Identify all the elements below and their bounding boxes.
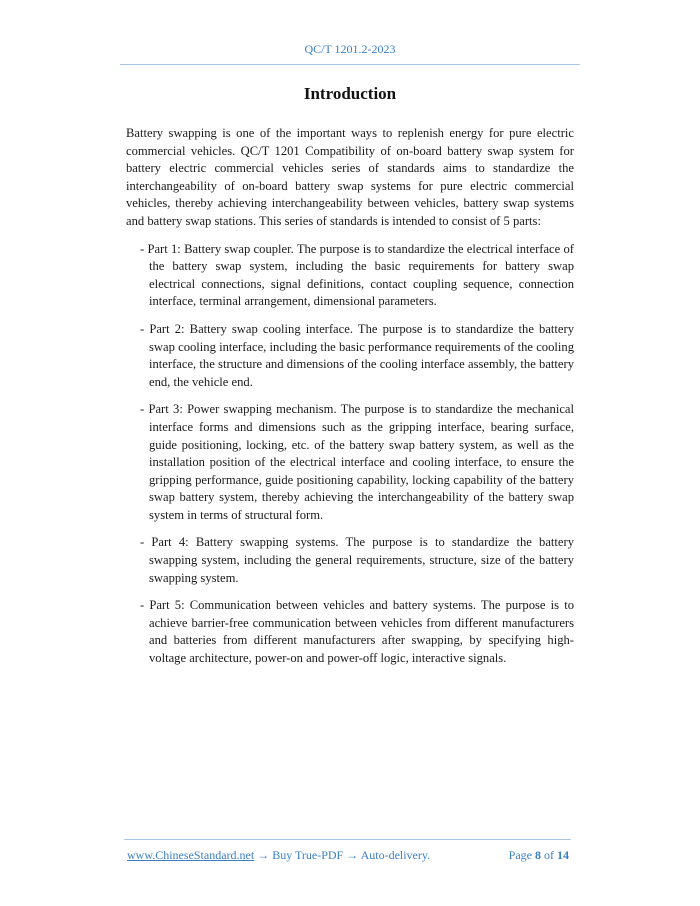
site-link[interactable]: www.ChineseStandard.net — [127, 848, 255, 862]
part-3-item: - Part 3: Power swapping mechanism. The purpose is to standardize the mechanical interface forms and dimensions such as the gripping interface, bearing surface, guide positioning, locking, etc. of the battery swap battery system, as well as the installation position of the electrical interface and cooling interface, to ensure the gripping performance, guide positioning capability, locking capability of the battery swap battery system, thereby achieving the interchangeability of the battery swap system in terms of structural form. — [140, 402, 574, 522]
part-4-item: - Part 4: Battery swapping systems. The purpose is to standardize the battery swapping system, including the general requirements, structure, size of the battery swapping system. — [140, 535, 574, 585]
intro-paragraph: Battery swapping is one of the important ways to replenish energy for pure electric commercial vehicles. QC/T 1201 Compatibility of on-board battery swap system for battery electric commercial vehicles series of standards aims to standardize the interchangeability of on-board battery swap systems for pure electric commercial vehicles, thereby achieving interchangeability between vehicles, battery swap systems and battery swap stations. This series of standards is intended to consist of 5 parts: — [126, 126, 574, 228]
page-of: of — [544, 848, 554, 862]
running-header: QC/T 1201.2-2023 — [304, 42, 396, 56]
part-1-item: - Part 1: Battery swap coupler. The purpose is to standardize the electrical interface of the battery swap system, including the basic requirements for battery swap electrical connections, signal definitions, contact coupling sequence, connection interface, terminal arrangement, dimensional parameters. — [140, 241, 574, 309]
page-current: 8 — [535, 848, 541, 862]
footer-divider — [124, 839, 571, 840]
header-divider — [120, 64, 580, 65]
page-title: Introduction — [303, 84, 397, 103]
page-footer — [127, 848, 571, 863]
page-number — [509, 848, 569, 863]
page-total: 14 — [557, 848, 569, 862]
promo-text: → Buy True-PDF → Auto-delivery. — [254, 848, 431, 862]
page-label: Page — [508, 848, 532, 862]
body-content — [126, 125, 574, 678]
part-5-item: - Part 5: Communication between vehicles and battery systems. The purpose is to achieve barrier-free communication between vehicles from different manufacturers and batteries from different manufacturers after swapping, by specifying high-voltage architecture, power-on and power-off logic, interactive signals. — [140, 598, 574, 666]
part-2-item: - Part 2: Battery swap cooling interface. The purpose is to standardize the battery swap cooling interface, including the basic performance requirements of the cooling interface, the structure and dimensions of the cooling interface assembly, the battery end, the vehicle end. — [140, 321, 574, 389]
